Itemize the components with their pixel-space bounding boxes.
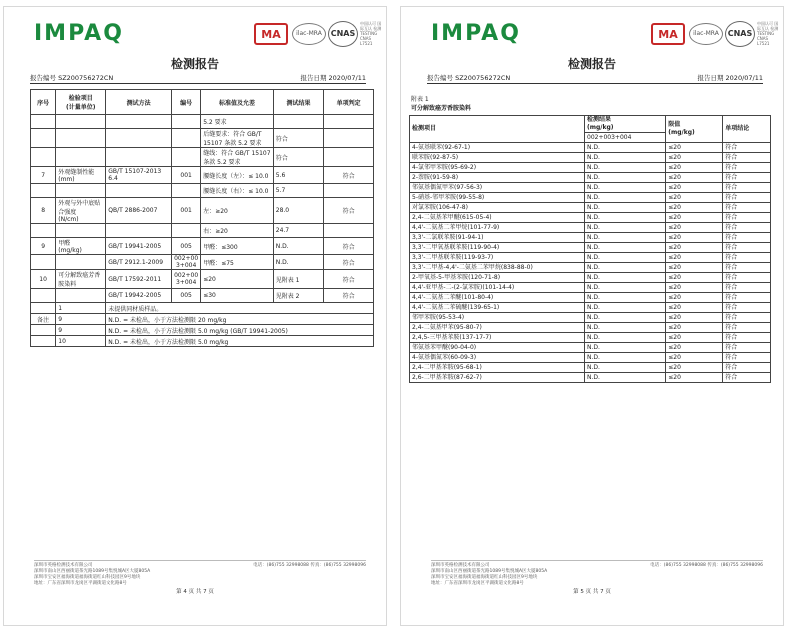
item-cell: 2,6-二甲基苯胺(87-62-7): [410, 373, 585, 383]
header-judge: 单项结论: [723, 116, 771, 143]
table-cell-judge: 符合: [324, 289, 374, 303]
report-meta: [427, 73, 763, 84]
table-cell-n: 7: [31, 167, 56, 184]
table-row: [31, 184, 374, 198]
result-cell: N.D.: [585, 143, 666, 153]
table-header-cell: 检验项目 (计量单位): [56, 90, 106, 115]
table-cell-method: GB/T 2912.1-2009: [106, 255, 172, 270]
judge-cell: 符合: [723, 373, 771, 383]
table-cell-item: 外观缝制性能 (mm): [56, 167, 106, 184]
table-cell-judge: [324, 224, 374, 238]
table-header-cell: 标准值及允差: [201, 90, 274, 115]
limit-cell: ≤20: [666, 153, 723, 163]
item-cell: 4,4'-二氨基二苯甲烷(101-77-9): [410, 223, 585, 233]
result-cell: N.D.: [585, 313, 666, 323]
table-header-cell: 测试结果: [273, 90, 324, 115]
table-cell-item: [56, 224, 106, 238]
item-cell: 3,3'-二甲基联苯胺(119-93-7): [410, 253, 585, 263]
report-title: 检测报告: [170, 57, 219, 71]
cma-mark-icon: MA: [651, 23, 685, 45]
note-number: 9: [56, 314, 106, 325]
report-date: 报告日期 2020/07/11: [300, 74, 366, 82]
result-cell: N.D.: [585, 193, 666, 203]
table-cell-std: 甲醛：≤75: [201, 255, 274, 270]
table-cell-code: [172, 115, 201, 129]
item-cell: 2,4-二氨基苯甲醚(615-05-4): [410, 213, 585, 223]
judge-cell: 符合: [723, 273, 771, 283]
table-cell-n: 8: [31, 198, 56, 224]
table-row: [410, 313, 771, 323]
item-cell: 3,3'-二氯联苯胺(91-94-1): [410, 233, 585, 243]
report-page-4: [3, 6, 387, 626]
table-cell-res: 28.0: [273, 198, 324, 224]
limit-cell: ≤20: [666, 193, 723, 203]
result-cell: N.D.: [585, 323, 666, 333]
judge-cell: 符合: [723, 333, 771, 343]
table-row: [410, 203, 771, 213]
table-row: [31, 255, 374, 270]
item-cell: 联苯胺(92-87-5): [410, 153, 585, 163]
table-cell-item: [56, 148, 106, 167]
table-cell-item: 可分解致癌芳香 胺染料: [56, 270, 106, 289]
cma-mark-icon: MA: [254, 23, 288, 45]
table-row: [31, 289, 374, 303]
header-limit: 限值 (mg/kg): [666, 116, 723, 143]
report-page-5: [400, 6, 784, 626]
table-cell-method: GB/T 17592-2011: [106, 270, 172, 289]
table-header-cell: 单项判定: [324, 90, 374, 115]
table-row: [31, 270, 374, 289]
page-footer: [431, 560, 763, 587]
judge-cell: 符合: [723, 263, 771, 273]
table-row: [31, 129, 374, 148]
report-number: 报告编号 SZ200756272CN: [30, 74, 114, 82]
notes-row: [31, 303, 374, 314]
judge-cell: 符合: [723, 153, 771, 163]
item-cell: 3,3'-二甲氧基联苯胺(119-90-4): [410, 243, 585, 253]
table-cell-std: 缝线：符合 GB/T 15107 条款 5.2 要求: [201, 148, 274, 167]
table-cell-item: 甲醛 (mg/kg): [56, 238, 106, 255]
table-row: [31, 148, 374, 167]
judge-cell: 符合: [723, 163, 771, 173]
judge-cell: 符合: [723, 173, 771, 183]
certification-marks: [254, 21, 384, 57]
judge-cell: 符合: [723, 193, 771, 203]
note-text: N.D. = 未检出，小于方法检测限 5.0 mg/kg: [106, 336, 374, 347]
table-cell-judge: 符合: [324, 255, 374, 270]
table-cell-judge: 符合: [324, 167, 374, 184]
table-cell-std: 腰缝长度（左）：≤ 10.0: [201, 167, 274, 184]
result-cell: N.D.: [585, 273, 666, 283]
table-row: [410, 183, 771, 193]
note-text: 未提供同材质样品。: [106, 303, 374, 314]
result-cell: N.D.: [585, 243, 666, 253]
notes-row: [31, 314, 374, 325]
limit-cell: ≤20: [666, 143, 723, 153]
item-cell: 4-氨基偶氮苯(60-09-3): [410, 353, 585, 363]
footer-address: 深圳市英格检测技术有限公司 深圳市南山区西丽街道茶光路1089号集悦城A区大厦805A 深圳市宝安区福海街道福海街道红山科技园区9号地块 地址：广东省深圳市龙岗区平湖街道文化路8号: [34, 563, 151, 586]
table-cell-judge: [324, 184, 374, 198]
table-row: [410, 273, 771, 283]
judge-cell: 符合: [723, 323, 771, 333]
table-cell-res: N.D.: [273, 255, 324, 270]
item-cell: 4,4'-二氨基二苯硫醚(139-65-1): [410, 303, 585, 313]
note-text: N.D. = 未检出，小于方法检测限 5.0 mg/kg (GB/T 19941-2005): [106, 325, 374, 336]
result-cell: N.D.: [585, 293, 666, 303]
table-cell-item: [56, 289, 106, 303]
judge-cell: 符合: [723, 203, 771, 213]
table-cell-method: [106, 184, 172, 198]
table-cell-item: [56, 184, 106, 198]
table-header-row: [31, 90, 374, 115]
limit-cell: ≤20: [666, 263, 723, 273]
table-cell-res: [273, 115, 324, 129]
header-sample-code: 002+003+004: [585, 133, 666, 143]
item-cell: 2-萘胺(91-59-8): [410, 173, 585, 183]
table-cell-item: [56, 129, 106, 148]
item-cell: 邻氨基偶氮甲苯(97-56-3): [410, 183, 585, 193]
table-header-cell: 测试方法: [106, 90, 172, 115]
judge-cell: 符合: [723, 313, 771, 323]
limit-cell: ≤20: [666, 323, 723, 333]
table-cell-n: [31, 129, 56, 148]
judge-cell: 符合: [723, 213, 771, 223]
table-row: [410, 173, 771, 183]
table-header-row: [410, 116, 771, 133]
note-number: 1: [56, 303, 106, 314]
table-row: [410, 303, 771, 313]
result-cell: N.D.: [585, 353, 666, 363]
table-cell-code: 002+00 3+004: [172, 255, 201, 270]
note-text: N.D. = 未检出，小于方法检测限 20 mg/kg: [106, 314, 374, 325]
result-cell: N.D.: [585, 183, 666, 193]
limit-cell: ≤20: [666, 183, 723, 193]
limit-cell: ≤20: [666, 243, 723, 253]
table-cell-judge: 符合: [324, 270, 374, 289]
table-cell-method: QB/T 2886-2007: [106, 198, 172, 224]
table-cell-n: 10: [31, 270, 56, 289]
table-cell-n: [31, 224, 56, 238]
judge-cell: 符合: [723, 223, 771, 233]
result-cell: N.D.: [585, 223, 666, 233]
footer-contact: 电话：(86)755 32998088 传真：(86)755 32998096: [650, 563, 763, 568]
ilac-mra-mark-icon: ilac-MRA: [689, 23, 723, 45]
header-result: 检测结果 (mg/kg): [585, 116, 666, 133]
table-cell-n: [31, 255, 56, 270]
table-row: [410, 233, 771, 243]
limit-cell: ≤20: [666, 343, 723, 353]
judge-cell: 符合: [723, 303, 771, 313]
table-cell-code: 002+00 3+004: [172, 270, 201, 289]
judge-cell: 符合: [723, 243, 771, 253]
table-cell-judge: [324, 129, 374, 148]
item-cell: 4-氨基联苯(92-67-1): [410, 143, 585, 153]
table-row: [410, 143, 771, 153]
limit-cell: ≤20: [666, 203, 723, 213]
judge-cell: 符合: [723, 363, 771, 373]
table-cell-std: 左：≥20: [201, 198, 274, 224]
notes-row: [31, 325, 374, 336]
judge-cell: 符合: [723, 183, 771, 193]
table-cell-judge: 符合: [324, 198, 374, 224]
table-cell-std: 腰缝长度（右）：≤ 10.0: [201, 184, 274, 198]
notes-label: 备注: [31, 314, 56, 325]
result-cell: N.D.: [585, 233, 666, 243]
limit-cell: ≤20: [666, 313, 723, 323]
table-row: [410, 223, 771, 233]
table-row: [410, 243, 771, 253]
table-row: [31, 198, 374, 224]
table-cell-method: [106, 224, 172, 238]
table-cell-method: [106, 115, 172, 129]
table-row: [410, 283, 771, 293]
table-cell-method: [106, 129, 172, 148]
result-cell: N.D.: [585, 203, 666, 213]
table-row: [410, 263, 771, 273]
table-cell-std: 右：≥20: [201, 224, 274, 238]
judge-cell: 符合: [723, 343, 771, 353]
item-cell: 4-氯邻甲苯胺(95-69-2): [410, 163, 585, 173]
table-cell-code: [172, 224, 201, 238]
result-cell: N.D.: [585, 153, 666, 163]
appendix-label: 附表 1: [411, 96, 429, 103]
item-cell: 邻氨基苯甲醚(90-04-0): [410, 343, 585, 353]
page-number: 第 5 页 共 7 页: [573, 589, 611, 595]
judge-cell: 符合: [723, 293, 771, 303]
cnas-mark-icon: CNAS: [725, 21, 755, 47]
limit-cell: ≤20: [666, 303, 723, 313]
notes-label: [31, 336, 56, 347]
limit-cell: ≤20: [666, 213, 723, 223]
table-cell-n: 9: [31, 238, 56, 255]
report-date: 报告日期 2020/07/11: [697, 74, 763, 82]
table-cell-method: GB/T 19941-2005: [106, 238, 172, 255]
limit-cell: ≤20: [666, 363, 723, 373]
table-cell-std: 甲醛：≤300: [201, 238, 274, 255]
table-cell-res: 符合: [273, 148, 324, 167]
table-row: [410, 323, 771, 333]
note-number: 9: [56, 325, 106, 336]
item-cell: 4,4'-亚甲基-二-(2-氯苯胺)(101-14-4): [410, 283, 585, 293]
table-cell-n: [31, 184, 56, 198]
result-cell: N.D.: [585, 173, 666, 183]
limit-cell: ≤20: [666, 333, 723, 343]
result-cell: N.D.: [585, 163, 666, 173]
table-cell-res: 5.7: [273, 184, 324, 198]
result-cell: N.D.: [585, 263, 666, 273]
table-cell-code: 001: [172, 167, 201, 184]
result-cell: N.D.: [585, 373, 666, 383]
limit-cell: ≤20: [666, 353, 723, 363]
table-row: [410, 253, 771, 263]
result-cell: N.D.: [585, 253, 666, 263]
appendix-subtitle: 可分解致癌芳香胺染料: [411, 105, 472, 112]
cnas-mark-icon: CNAS: [328, 21, 358, 47]
table-header-cell: 序号: [31, 90, 56, 115]
report-meta: [30, 73, 366, 84]
results-table: [30, 89, 374, 347]
item-cell: 邻甲苯胺(95-53-4): [410, 313, 585, 323]
table-cell-method: GB/T 19942-2005: [106, 289, 172, 303]
item-cell: 2,4-二氨基甲苯(95-80-7): [410, 323, 585, 333]
limit-cell: ≤20: [666, 373, 723, 383]
item-cell: 对氯苯胺(106-47-8): [410, 203, 585, 213]
judge-cell: 符合: [723, 253, 771, 263]
limit-cell: ≤20: [666, 223, 723, 233]
item-cell: 4,4'-二氨基二苯醚(101-80-4): [410, 293, 585, 303]
table-cell-method: GB/T 15107-2013 6.4: [106, 167, 172, 184]
table-cell-res: 5.6: [273, 167, 324, 184]
brand-logo: IMPAQ: [34, 21, 124, 46]
table-cell-code: 005: [172, 238, 201, 255]
result-cell: N.D.: [585, 213, 666, 223]
limit-cell: ≤20: [666, 233, 723, 243]
limit-cell: ≤20: [666, 293, 723, 303]
table-row: [31, 238, 374, 255]
table-row: [31, 224, 374, 238]
table-cell-method: [106, 148, 172, 167]
judge-cell: 符合: [723, 283, 771, 293]
report-title: 检测报告: [567, 57, 616, 71]
notes-row: [31, 336, 374, 347]
table-row: [410, 193, 771, 203]
table-cell-code: [172, 148, 201, 167]
table-cell-item: [56, 255, 106, 270]
limit-cell: ≤20: [666, 273, 723, 283]
result-cell: N.D.: [585, 333, 666, 343]
limit-cell: ≤20: [666, 163, 723, 173]
table-cell-judge: 符合: [324, 238, 374, 255]
notes-label: [31, 303, 56, 314]
table-cell-n: [31, 289, 56, 303]
appendix-table: [409, 115, 771, 383]
page-footer: [34, 560, 366, 587]
cnas-mark-text: 中国认可 国际互认 检测 TESTING CNAS L7521: [360, 21, 382, 46]
table-row: [31, 167, 374, 184]
result-cell: N.D.: [585, 343, 666, 353]
table-cell-code: 001: [172, 198, 201, 224]
certification-marks: [651, 21, 781, 57]
item-cell: 3,3'-二甲基-4,4'-二氨基二苯甲烷(838-88-0): [410, 263, 585, 273]
table-row: [410, 353, 771, 363]
note-number: 10: [56, 336, 106, 347]
appendix-heading: [411, 95, 471, 113]
table-row: [410, 373, 771, 383]
limit-cell: ≤20: [666, 283, 723, 293]
footer-address: 深圳市英格检测技术有限公司 深圳市南山区西丽街道茶光路1089号集悦城A区大厦805A 深圳市宝安区福海街道福海街道红山科技园区9号地块 地址：广东省深圳市龙岗区平湖街道文化路8号: [431, 563, 548, 586]
report-number: 报告编号 SZ200756272CN: [427, 74, 511, 82]
table-cell-judge: [324, 148, 374, 167]
table-cell-item: [56, 115, 106, 129]
table-row: [31, 115, 374, 129]
header-item: 检测项目: [410, 116, 585, 143]
table-cell-std: 5.2 要求: [201, 115, 274, 129]
table-row: [410, 333, 771, 343]
table-row: [410, 213, 771, 223]
page-number: 第 4 页 共 7 页: [176, 589, 214, 595]
item-cell: 2,4-二甲基苯胺(95-68-1): [410, 363, 585, 373]
table-cell-n: [31, 115, 56, 129]
judge-cell: 符合: [723, 143, 771, 153]
table-row: [410, 293, 771, 303]
judge-cell: 符合: [723, 353, 771, 363]
table-cell-res: 24.7: [273, 224, 324, 238]
result-cell: N.D.: [585, 283, 666, 293]
table-row: [410, 153, 771, 163]
table-cell-res: 见附表 1: [273, 270, 324, 289]
item-cell: 2-甲氧基-5-甲基苯胺(120-71-8): [410, 273, 585, 283]
table-cell-code: [172, 184, 201, 198]
judge-cell: 符合: [723, 233, 771, 243]
table-cell-res: 符合: [273, 129, 324, 148]
notes-label: [31, 325, 56, 336]
table-cell-std: 后缝要求：符合 GB/T 15107 条款 5.2 要求: [201, 129, 274, 148]
table-cell-judge: [324, 115, 374, 129]
table-row: [410, 163, 771, 173]
item-cell: 5-硝基-邻甲苯胺(99-55-8): [410, 193, 585, 203]
table-cell-std: ≤20: [201, 270, 274, 289]
item-cell: 2,4,5-三甲基苯胺(137-17-7): [410, 333, 585, 343]
footer-contact: 电话：(86)755 32998088 传真：(86)755 32998096: [253, 563, 366, 568]
table-cell-code: 005: [172, 289, 201, 303]
table-row: [410, 363, 771, 373]
result-cell: N.D.: [585, 303, 666, 313]
brand-logo: IMPAQ: [431, 21, 521, 46]
limit-cell: ≤20: [666, 173, 723, 183]
table-header-cell: 编号: [172, 90, 201, 115]
table-cell-item: 外观与外中底贴 合强度 (N/cm): [56, 198, 106, 224]
result-cell: N.D.: [585, 363, 666, 373]
cnas-mark-text: 中国认可 国际互认 检测 TESTING CNAS L7521: [757, 21, 779, 46]
table-row: [410, 343, 771, 353]
limit-cell: ≤20: [666, 253, 723, 263]
table-cell-n: [31, 148, 56, 167]
ilac-mra-mark-icon: ilac-MRA: [292, 23, 326, 45]
table-cell-res: N.D.: [273, 238, 324, 255]
table-cell-res: 见附表 2: [273, 289, 324, 303]
table-cell-code: [172, 129, 201, 148]
table-cell-std: ≤30: [201, 289, 274, 303]
